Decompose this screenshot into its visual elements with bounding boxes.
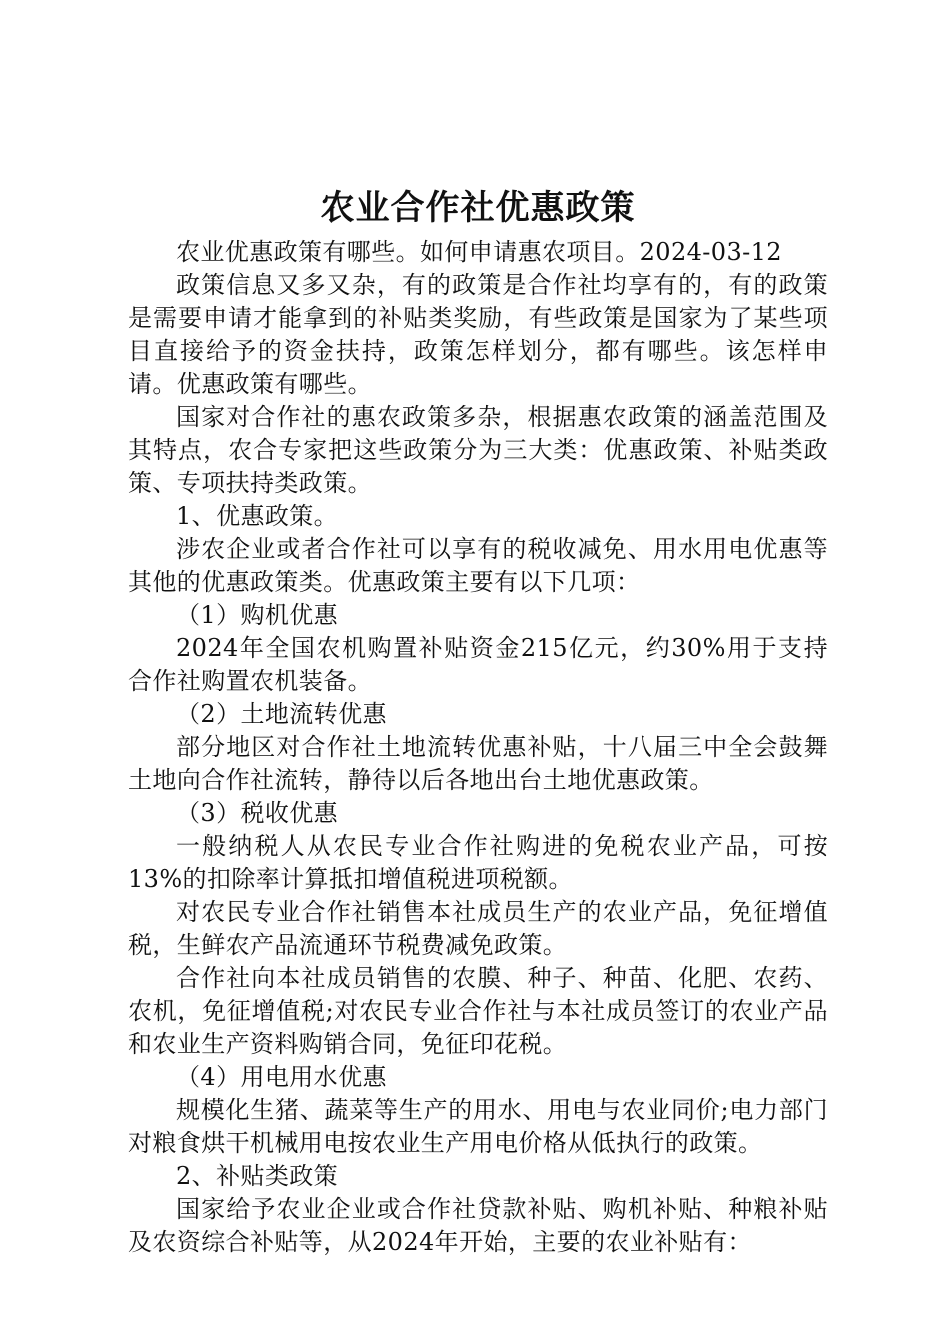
paragraph-machine-purchase: 2024年全国农机购置补贴资金215亿元，约30%用于支持合作社购置农机装备。 [128, 634, 828, 695]
section-heading-subsidy: 2、补贴类政策 [176, 1162, 339, 1190]
subheading-tax: （3）税收优惠 [176, 799, 339, 827]
document-title: 农业合作社优惠政策 [320, 188, 636, 228]
paragraph-preferential-intro: 涉农企业或者合作社可以享有的税收减免、用水用电优惠等其他的优惠政策类。优惠政策主要有以下几项： [128, 535, 828, 596]
paragraph-policy-categories: 国家对合作社的惠农政策多杂，根据惠农政策的涵盖范围及其特点，农合专家把这些政策分为三大类：优惠政策、补贴类政策、专项扶持类政策。 [128, 403, 828, 497]
section-heading-preferential: 1、优惠政策。 [176, 502, 339, 530]
paragraph-policy-info: 政策信息又多又杂，有的政策是合作社均享有的，有的政策是需要申请才能拿到的补贴类奖励，有些政策是国家为了某些项目直接给予的资金扶持，政策怎样划分，都有哪些。该怎样申请。优惠政策有哪些。 [128, 271, 828, 398]
paragraph-tax-stamp: 合作社向本社成员销售的农膜、种子、种苗、化肥、农药、农机，免征增值税;对农民专业合作社与本社成员签订的农业产品和农业生产资料购销合同，免征印花税。 [128, 964, 828, 1058]
intro-paragraph: 农业优惠政策有哪些。如何申请惠农项目。2024-03-12 [176, 238, 782, 266]
paragraph-tax-exemption: 对农民专业合作社销售本社成员生产的农业产品，免征增值税，生鲜农产品流通环节税费减免政策。 [128, 898, 828, 959]
subheading-land-transfer: （2）土地流转优惠 [176, 700, 387, 728]
document-page [128, 186, 828, 1259]
paragraph-utilities: 规模化生猪、蔬菜等生产的用水、用电与农业同价;电力部门对粮食烘干机械用电按农业生产用电价格从低执行的政策。 [128, 1096, 828, 1157]
subheading-utilities: （4）用电用水优惠 [176, 1063, 387, 1091]
paragraph-land-transfer: 部分地区对合作社土地流转优惠补贴，十八届三中全会鼓舞土地向合作社流转，静待以后各地出台土地优惠政策。 [128, 733, 828, 794]
paragraph-subsidy: 国家给予农业企业或合作社贷款补贴、购机补贴、种粮补贴及农资综合补贴等，从2024年开始，主要的农业补贴有： [128, 1195, 828, 1256]
paragraph-tax-deduction: 一般纳税人从农民专业合作社购进的免税农业产品，可按13%的扣除率计算抵扣增值税进项税额。 [128, 832, 828, 893]
subheading-machine-purchase: （1）购机优惠 [176, 601, 339, 629]
